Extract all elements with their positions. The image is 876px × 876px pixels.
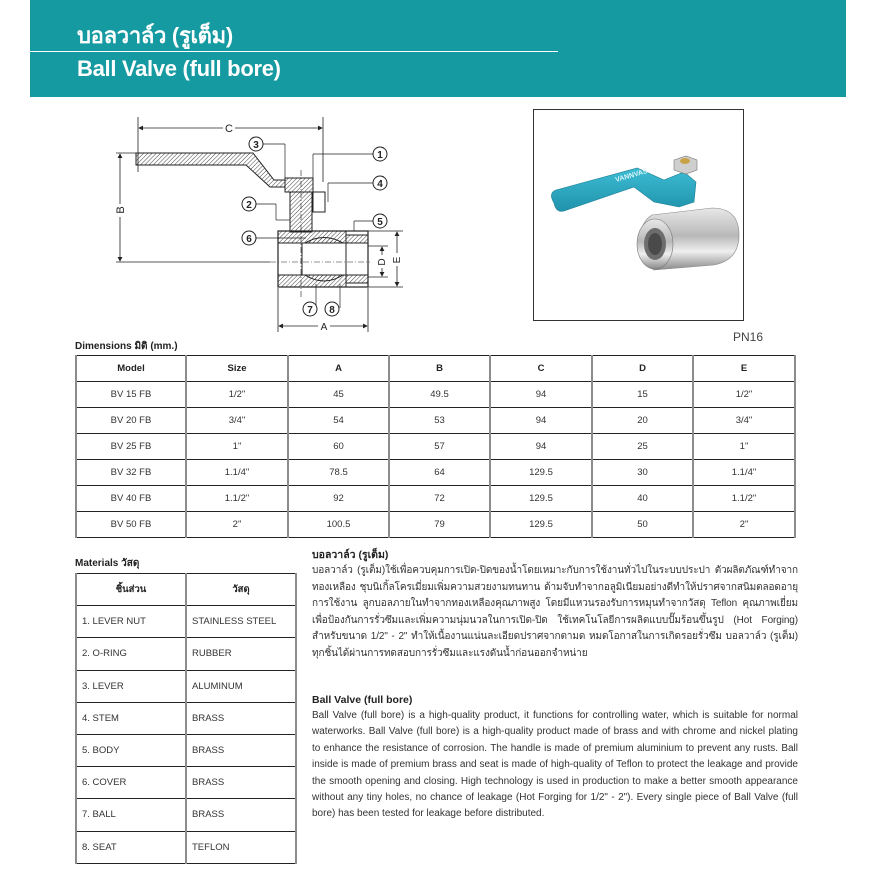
callout-2: 2 <box>246 200 252 211</box>
handle-brand-text: VANNVAS <box>614 168 649 184</box>
cell-material: BRASS <box>186 734 296 766</box>
cell-a: 100.5 <box>288 512 389 538</box>
cell-part: 1. LEVER NUT <box>76 606 186 638</box>
cell-size: 1.1/2" <box>186 486 288 512</box>
dimension-a <box>278 288 368 333</box>
title-divider <box>30 51 558 52</box>
cell-part: 5. BODY <box>76 734 186 766</box>
cell-d: 20 <box>592 408 693 434</box>
cell-e: 3/4" <box>693 408 795 434</box>
cell-a: 92 <box>288 486 389 512</box>
dim-label-c: C <box>225 123 233 135</box>
cell-size: 2" <box>186 512 288 538</box>
dimensions-table <box>75 355 796 538</box>
table-row <box>76 831 296 863</box>
cell-model: BV 20 FB <box>76 408 186 434</box>
header-banner <box>30 0 846 97</box>
callout-4: 4 <box>377 179 383 190</box>
table-row <box>76 767 296 799</box>
cell-e: 2" <box>693 512 795 538</box>
col-header-size: Size <box>186 356 288 382</box>
cell-b: 72 <box>389 486 490 512</box>
cell-model: BV 50 FB <box>76 512 186 538</box>
materials-label: Materials วัสดุ <box>75 558 140 569</box>
table-row <box>76 460 795 486</box>
cell-material: BRASS <box>186 799 296 831</box>
table-row <box>76 434 795 460</box>
cell-e: 1.1/4" <box>693 460 795 486</box>
cell-material: STAINLESS STEEL <box>186 606 296 638</box>
dimension-c <box>138 117 323 182</box>
cell-b: 79 <box>389 512 490 538</box>
cell-material: BRASS <box>186 767 296 799</box>
cell-c: 94 <box>490 434 592 460</box>
cell-c: 94 <box>490 408 592 434</box>
callout-1: 1 <box>377 150 383 161</box>
col-header-c: C <box>490 356 592 382</box>
table-header-row <box>76 574 296 606</box>
callout-3: 3 <box>253 140 259 151</box>
cell-model: BV 25 FB <box>76 434 186 460</box>
dim-label-a: A <box>320 322 328 333</box>
cell-part: 6. COVER <box>76 767 186 799</box>
table-header-row <box>76 356 795 382</box>
cell-size: 3/4" <box>186 408 288 434</box>
callout-6: 6 <box>246 234 252 245</box>
table-row <box>76 512 795 538</box>
table-row <box>76 408 795 434</box>
cell-b: 57 <box>389 434 490 460</box>
part-callouts <box>242 137 387 316</box>
cell-model: BV 15 FB <box>76 382 186 408</box>
cell-d: 30 <box>592 460 693 486</box>
table-row <box>76 799 296 831</box>
col-header-e: E <box>693 356 795 382</box>
col-header-d: D <box>592 356 693 382</box>
dim-label-b: B <box>115 206 127 214</box>
description-thai <box>312 548 798 662</box>
cell-b: 49.5 <box>389 382 490 408</box>
cell-material: ALUMINUM <box>186 670 296 702</box>
description-english-heading: Ball Valve (full bore) <box>312 694 413 706</box>
description-english <box>312 693 798 823</box>
cell-b: 64 <box>389 460 490 486</box>
table-row <box>76 486 795 512</box>
table-row <box>76 670 296 702</box>
cell-a: 54 <box>288 408 389 434</box>
cell-d: 50 <box>592 512 693 538</box>
table-row <box>76 382 795 408</box>
cell-c: 129.5 <box>490 486 592 512</box>
cell-d: 25 <box>592 434 693 460</box>
cell-size: 1.1/4" <box>186 460 288 486</box>
cell-b: 53 <box>389 408 490 434</box>
cell-material: BRASS <box>186 702 296 734</box>
dim-label-d: D <box>377 258 388 266</box>
col-header-a: A <box>288 356 389 382</box>
description-english-body: Ball Valve (full bore) is a high-quality product, it functions for controlling water, which is suitable for normal waterworks. Ball Valve (full bore) is a high-quality product made of brass and with chrome and nickel plating to enhance the resistance of corrosion. The handle is made of premium aluminium to prevent any rusts. Ball inside is made of premium brass and seat is made of high-quality of Teflon to protect the leakage and provide the smooth opening and closing. High technology is used in production to make a better smooth appearance without any tiny holes, no chance of leakage (Hot Forging for 1/2" - 2"). Every single piece of Ball Valve (full bore) has been tested for leakage before distributed. <box>312 710 798 820</box>
dim-label-e: E <box>392 256 403 264</box>
cell-model: BV 32 FB <box>76 460 186 486</box>
cell-c: 129.5 <box>490 512 592 538</box>
table-row <box>76 606 296 638</box>
cell-material: RUBBER <box>186 638 296 670</box>
table-row <box>76 734 296 766</box>
description-thai-body: บอลวาล์ว (รูเต็ม)ใช้เพื่อควบคุมการเปิด-ปิดของน้ำโดยเหมาะกับการใช้งานทั่วไปในระบบประปา ตัวผลิตภัณฑ์ทำจากทองเหลือง ชุบนิเกิ้ลโครเมี่ยมเพิ่มความสวยงามทนทาน ด้ามจับทำจากอลูมิเนียมอย่างดีทำให้ปราศจากสนิมตลอดอายุการใช้งาน ลูกบอลภายในทำจากทองเหลืองคุณภาพสูง โดยมีแหวนรองรับการหมุนทำจากวัสดุ Teflon คุณภาพเยี่ยม เพื่อป้องกันการรั่วซึมและเพิ่มความนุ่มนวลในการเปิด-ปิด ใช้เทคโนโลยีการผลิตแบบปั๊มร้อนขึ้นรูป (Hot Forging) สำหรับขนาด 1/2" - 2" ทำให้เนื้องานแน่นละเอียดปราศจากตามด หมดโอกาสในการเกิดรอยรั่วซึม บอลวาล์ว (รูเต็ม) ทุกชิ้นได้ผ่านการทดสอบการรั่วซึมและแรงดันน้ำก่อนออกจำหน่าย <box>312 565 798 659</box>
cell-part: 8. SEAT <box>76 831 186 863</box>
callout-7: 7 <box>307 305 313 316</box>
cell-c: 94 <box>490 382 592 408</box>
cell-part: 3. LEVER <box>76 670 186 702</box>
col-header-material: วัสดุ <box>186 574 296 606</box>
product-photo <box>533 109 744 321</box>
cell-d: 40 <box>592 486 693 512</box>
cell-a: 60 <box>288 434 389 460</box>
dimensions-label: Dimensions มิติ (mm.) <box>75 341 178 352</box>
materials-table <box>75 573 297 864</box>
cell-e: 1" <box>693 434 795 460</box>
description-thai-heading: บอลวาล์ว (รูเต็ม) <box>312 549 389 561</box>
technical-diagram <box>70 112 430 334</box>
cell-part: 4. STEM <box>76 702 186 734</box>
cell-material: TEFLON <box>186 831 296 863</box>
cell-size: 1" <box>186 434 288 460</box>
pressure-rating: PN16 <box>733 330 764 344</box>
cell-c: 129.5 <box>490 460 592 486</box>
col-header-part: ชิ้นส่วน <box>76 574 186 606</box>
col-header-b: B <box>389 356 490 382</box>
cell-e: 1.1/2" <box>693 486 795 512</box>
cell-a: 45 <box>288 382 389 408</box>
callout-5: 5 <box>377 217 383 228</box>
table-row <box>76 638 296 670</box>
cell-part: 7. BALL <box>76 799 186 831</box>
cell-part: 2. O-RING <box>76 638 186 670</box>
cell-e: 1/2" <box>693 382 795 408</box>
title-english: Ball Valve (full bore) <box>77 56 281 81</box>
callout-8: 8 <box>329 305 335 316</box>
table-row <box>76 702 296 734</box>
cell-size: 1/2" <box>186 382 288 408</box>
cell-d: 15 <box>592 382 693 408</box>
dimension-d-e <box>368 231 403 287</box>
cell-model: BV 40 FB <box>76 486 186 512</box>
title-thai: บอลวาล์ว (รูเต็ม) <box>77 23 233 48</box>
col-header-model: Model <box>76 356 186 382</box>
cell-a: 78.5 <box>288 460 389 486</box>
